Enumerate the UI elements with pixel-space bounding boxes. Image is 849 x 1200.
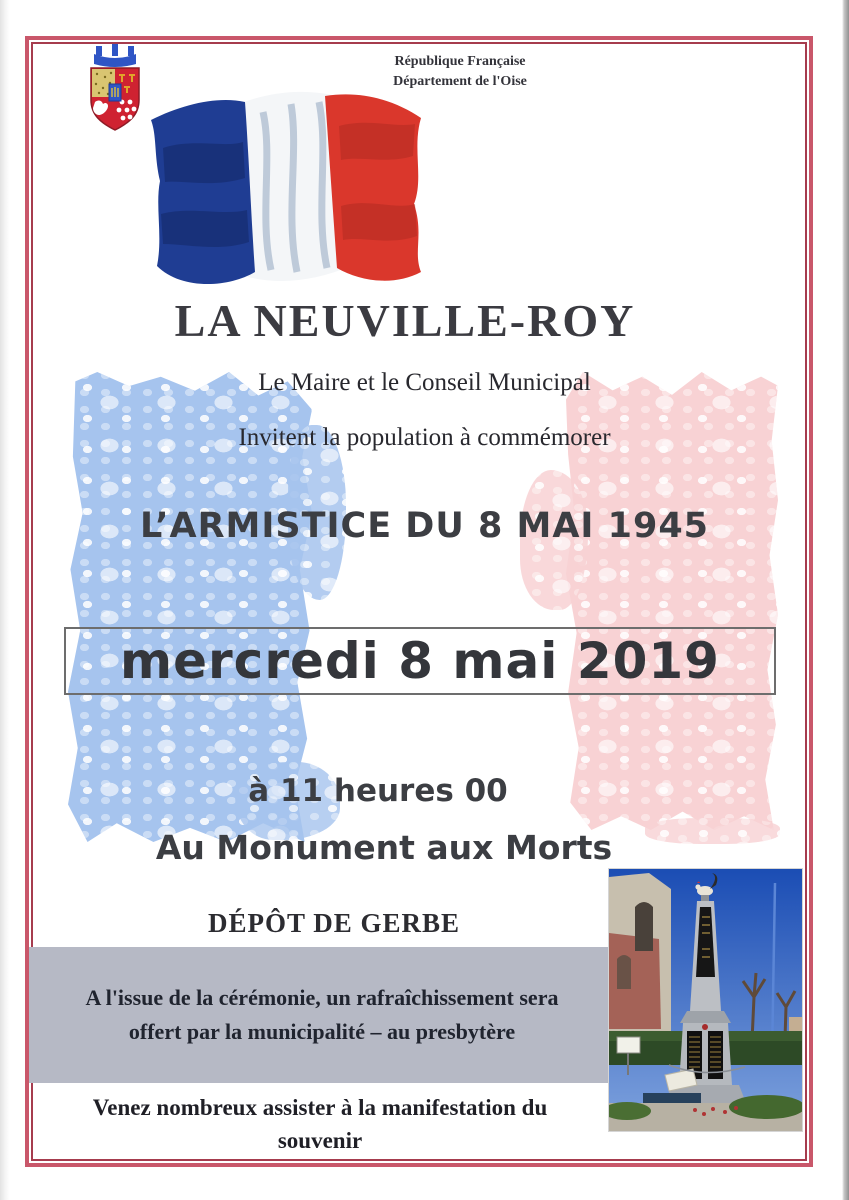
departement-line: Département de l'Oise xyxy=(393,74,527,90)
footer-line-2: souvenir xyxy=(277,1128,363,1154)
intro-line-2: Invitent la population à commémorer xyxy=(238,424,611,451)
event-date: mercredi 8 mai 2019 xyxy=(120,632,720,690)
footer-invitation xyxy=(75,1091,565,1158)
event-title: L’ARMISTICE DU 8 MAI 1945 xyxy=(139,506,710,546)
war-memorial-photo xyxy=(608,868,803,1132)
ceremony-label: DÉPÔT DE GERBE xyxy=(207,908,461,938)
footer-line-1: Venez nombreux assister à la manifestation du xyxy=(92,1095,548,1120)
notice-line-1: A l'issue de la cérémonie, un rafraîchissement sera xyxy=(85,984,559,1010)
intro-line-1: Le Maire et le Conseil Municipal xyxy=(258,369,591,396)
event-date-box xyxy=(64,627,776,695)
event-time: à 11 heures 00 xyxy=(248,773,508,809)
commune-title: LA NEUVILLE-ROY xyxy=(174,295,636,346)
notice-line-2: offert par la municipalité – au presbytère xyxy=(128,1019,516,1044)
republique-line: République Française xyxy=(394,54,526,69)
event-place: Au Monument aux Morts xyxy=(155,828,613,867)
french-flag-image xyxy=(133,86,441,298)
refreshment-notice-band xyxy=(29,947,615,1083)
scan-edge-left xyxy=(0,0,10,1200)
crown xyxy=(94,44,136,67)
scan-edge-right xyxy=(842,0,849,1200)
